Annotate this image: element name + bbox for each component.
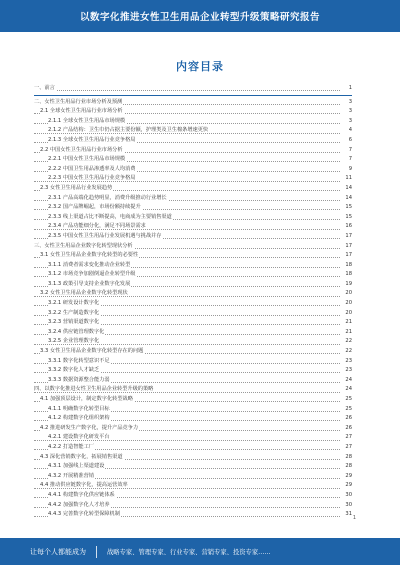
toc-entry[interactable] [34,165,352,175]
toc-entry-page: 24 [344,385,352,395]
toc-entry-title: 2.1.1 全球女性卫生用品市场规模 [48,117,126,124]
toc-entry-page: 3 [348,107,352,117]
toc-entry-page: 28 [344,462,352,472]
toc-entry-title: 3.2.5 企业管理数字化 [48,338,100,345]
toc-entry-title: 2.2.3 中国女性卫生用品行业竞争格局 [48,175,136,182]
toc-entry-page: 3 [348,98,352,108]
toc-entry-page: 7 [348,146,352,156]
footer-bar [0,538,400,565]
toc-entry[interactable] [34,376,352,386]
toc-entry-title: 3.2.4 供应链管理数字化 [48,328,105,335]
toc-entry-title: 2.3.1 产品高端化趋势明显，消费升级推动行业增长 [48,194,167,201]
table-of-contents [34,84,352,520]
toc-entry-title: 4.4.1 构建数字化供应链体系 [48,491,115,498]
toc-entry-title: 3.2.1 研发设计数字化 [48,300,100,307]
toc-entry-page: 20 [344,299,352,309]
toc-entry[interactable] [34,289,352,299]
toc-entry[interactable] [34,194,352,204]
toc-entry-page: 15 [344,203,352,213]
toc-entry-title: 2.3.5 中国女性卫生用品行业发展机遇与挑战并存 [48,232,162,239]
toc-entry[interactable] [34,203,352,213]
toc-entry[interactable] [34,261,352,271]
toc-entry-page: 21 [344,328,352,338]
toc-leader-dots [34,90,340,91]
toc-entry-page: 4 [348,126,352,136]
toc-entry-page: 31 [344,510,352,520]
toc-entry-title: 2.3.2 国产品牌崛起，市场份额持续提升 [48,204,141,211]
toc-entry[interactable] [34,280,352,290]
toc-entry[interactable] [34,433,352,443]
toc-entry-title: 一、前言 [34,85,55,91]
toc-entry[interactable] [34,405,352,415]
toc-entry-page: 21 [344,318,352,328]
toc-entry-title: 4.2.2 打造智能工厂 [48,443,94,450]
toc-entry[interactable] [34,395,352,405]
toc-entry-title: 2.1.3 全球女性卫生用品行业竞争格局 [48,136,136,143]
toc-entry-title: 4.2 推进研发生产数字化，提升产品竞争力 [40,424,139,431]
toc-entry-page: 14 [344,194,352,204]
toc-entry-page: 19 [344,280,352,290]
toc-entry-title: 3.1.3 政策引导支持企业数字化发展 [48,280,131,287]
toc-entry-page: 27 [344,443,352,453]
toc-entry[interactable] [34,472,352,482]
toc-entry-page: 7 [348,155,352,165]
footer-divider [96,546,97,558]
toc-entry-title: 4.4.3 完善数字化转型保障机制 [48,511,120,518]
toc-entry[interactable] [34,337,352,347]
toc-entry-page: 30 [344,501,352,511]
toc-entry-title: 2.1 全球女性卫生用品行业市场分析 [40,108,123,115]
toc-entry-title: 3.1 女性卫生用品企业数字化转型的必要性 [40,252,139,259]
toc-entry-title: 三、女性卫生用品企业数字化转型现状分析 [34,242,133,249]
toc-entry[interactable] [34,328,352,338]
toc-entry[interactable] [34,443,352,453]
toc-entry-title: 3.2.3 营销渠道数字化 [48,319,100,326]
toc-entry-page: 29 [344,472,352,482]
toc-entry[interactable] [34,462,352,472]
toc-entry[interactable] [34,251,352,261]
toc-entry-title: 2.3.4 产品功能细分化，满足不同场景需求 [48,223,146,230]
toc-entry[interactable] [34,98,352,108]
toc-entry-page: 14 [344,184,352,194]
toc-entry-title: 3.3.1 数字化转型意识不足 [48,357,110,364]
toc-entry-page: 17 [344,242,352,252]
toc-entry[interactable] [34,309,352,319]
toc-entry-title: 4.3.1 加强线上渠道建设 [48,463,105,470]
toc-entry[interactable] [34,357,352,367]
report-title: 以数字化推进女性卫生用品企业转型升级策略研究报告 [79,12,320,23]
toc-entry-page: 6 [348,136,352,146]
toc-entry-page: 30 [344,491,352,501]
toc-entry-page: 29 [344,481,352,491]
toc-entry-page: 11 [344,174,352,184]
toc-entry-page: 25 [344,395,352,405]
toc-entry-page: 28 [344,453,352,463]
toc-entry-page: 22 [344,337,352,347]
toc-entry[interactable] [34,424,352,434]
toc-entry-title: 2.1.2 产品结构：卫生巾仍占据主要份额，护理类及卫生棉条增速更快 [48,127,209,134]
toc-entry-page: 27 [344,433,352,443]
toc-entry[interactable] [34,414,352,424]
toc-entry-page: 26 [344,414,352,424]
toc-entry-page: 18 [344,270,352,280]
toc-entry-title: 3.2 女性卫生用品企业数字化转型现状 [40,290,128,297]
toc-entry-title: 4.4.2 加强数字化人才培养 [48,501,110,508]
toc-entry-title: 2.2.2 中国卫生用品渗透率及人均消费 [48,165,136,172]
toc-entry-page: 9 [348,165,352,175]
toc-heading: 内容目录 [176,60,224,73]
page-number: 1 [352,515,356,521]
toc-entry-title: 4.1.2 构建数字化组织架构 [48,415,110,422]
toc-entry-page: 3 [348,117,352,127]
toc-entry[interactable] [34,107,352,117]
toc-entry-title: 4.3.2 开展精准营销 [48,472,94,479]
toc-entry-title: 3.2.2 生产制造数字化 [48,309,100,316]
toc-entry[interactable] [34,501,352,511]
toc-entry-page: 23 [344,366,352,376]
toc-entry[interactable] [34,213,352,223]
toc-entry-title: 2.3 女性卫生用品行业发展趋势 [40,184,113,191]
toc-entry[interactable] [34,481,352,491]
toc-entry[interactable] [34,232,352,242]
toc-entry[interactable] [34,299,352,309]
toc-entry[interactable] [34,184,352,194]
toc-entry[interactable] [34,491,352,501]
toc-entry-page: 1 [348,84,352,94]
toc-entry-title: 4.2.1 建设数字化研发平台 [48,434,110,441]
toc-entry[interactable] [34,222,352,232]
toc-entry-page: 17 [344,251,352,261]
toc-entry-page: 16 [344,222,352,232]
toc-entry-title: 3.1.2 市场竞争加剧倒逼企业转型升级 [48,271,136,278]
toc-entry-page: 23 [344,357,352,367]
toc-entry[interactable] [34,136,352,146]
toc-entry-title: 4.1.1 明确数字化转型目标 [48,405,110,412]
toc-entry[interactable] [34,318,352,328]
toc-entry-title: 4.3 深化营销数字化，拓展销售渠道 [40,453,123,460]
toc-entry-page: 22 [344,347,352,357]
toc-entry-title: 2.3.3 线上渠道占比不断提高，电商成为主要销售渠道 [48,213,172,220]
toc-entry[interactable] [34,347,352,357]
toc-entry-title: 二、女性卫生用品行业市场分析及预测 [34,98,123,105]
toc-entry[interactable] [34,126,352,136]
toc-entry-title: 3.3 女性卫生用品企业数字化转型存在的问题 [40,348,144,355]
toc-entry-page: 15 [344,213,352,223]
toc-entry[interactable] [34,270,352,280]
toc-entry-title: 3.1.1 消费者需求变化推动企业转型 [48,261,131,268]
toc-entry[interactable] [34,510,352,520]
toc-entry-page: 20 [344,289,352,299]
toc-entry-page: 17 [344,232,352,242]
footer-tagline: 战略专家、管理专家、行业专家、营销专家、投资专家…… [107,549,271,556]
toc-entry-title: 3.3.2 数字化人才缺乏 [48,367,100,374]
toc-entry[interactable] [34,453,352,463]
toc-entry[interactable] [34,366,352,376]
footer-slogan: 让每个人都能成为 [30,547,86,556]
report-header-bar [0,0,400,32]
toc-entry[interactable] [34,117,352,127]
toc-entry-page: 24 [344,376,352,386]
toc-entry[interactable] [34,174,352,184]
toc-entry-page: 18 [344,261,352,271]
toc-entry[interactable] [34,146,352,156]
toc-entry[interactable] [34,385,352,395]
toc-entry[interactable] [34,155,352,165]
toc-entry-page: 20 [344,309,352,319]
toc-entry-title: 四、以数字化推进女性卫生用品企业转型升级的策略 [34,386,154,393]
toc-entry-page: 25 [344,405,352,415]
toc-entry-title: 2.2.1 中国女性卫生用品市场规模 [48,156,126,163]
toc-entry-title: 4.4 推动供应链数字化，提高运营效率 [40,482,128,489]
toc-entry-title: 3.3.3 数据资源整合能力弱 [48,376,110,383]
toc-entry[interactable] [34,84,352,94]
toc-entry-page: 26 [344,424,352,434]
toc-entry-title: 2.2 中国女性卫生用品行业市场分析 [40,146,123,153]
toc-divider [34,95,352,96]
toc-entry-title: 4.1 加强顶层设计，制定数字化转型战略 [40,396,133,402]
toc-entry[interactable] [34,242,352,252]
